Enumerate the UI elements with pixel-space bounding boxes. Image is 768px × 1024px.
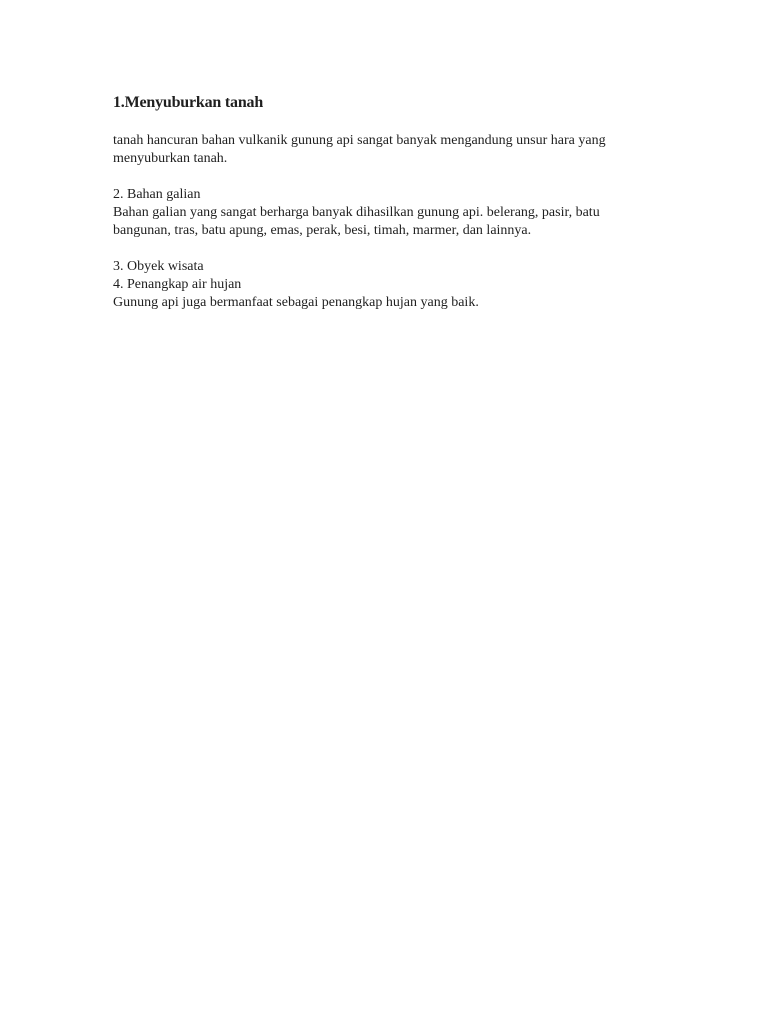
item-title: 3. Obyek wisata: [113, 259, 204, 274]
text-line: Gunung api juga bermanfaat sebagai penangkap hujan yang baik.: [113, 295, 479, 310]
text-line: menyuburkan tanah.: [113, 151, 228, 166]
spacer: [113, 168, 673, 186]
item-title: 2. Bahan galian: [113, 187, 201, 202]
item-mining: [113, 186, 673, 240]
item-tourism: [113, 258, 673, 276]
text-line: Bahan galian yang sangat berharga banyak dihasilkan gunung api. belerang, pasir, batu: [113, 205, 600, 220]
item-title: 4. Penangkap air hujan: [113, 277, 242, 292]
item-rain-catcher: [113, 276, 673, 312]
document-body: [113, 92, 673, 312]
paragraph-soil: [113, 132, 673, 168]
text-line: tanah hancuran bahan vulkanik gunung api sangat banyak mengandung unsur hara yang: [113, 133, 606, 148]
text-line: bangunan, tras, batu apung, emas, perak, besi, timah, marmer, dan lainnya.: [113, 223, 532, 238]
section-heading: 1.Menyuburkan tanah: [113, 94, 264, 111]
spacer: [113, 240, 673, 258]
